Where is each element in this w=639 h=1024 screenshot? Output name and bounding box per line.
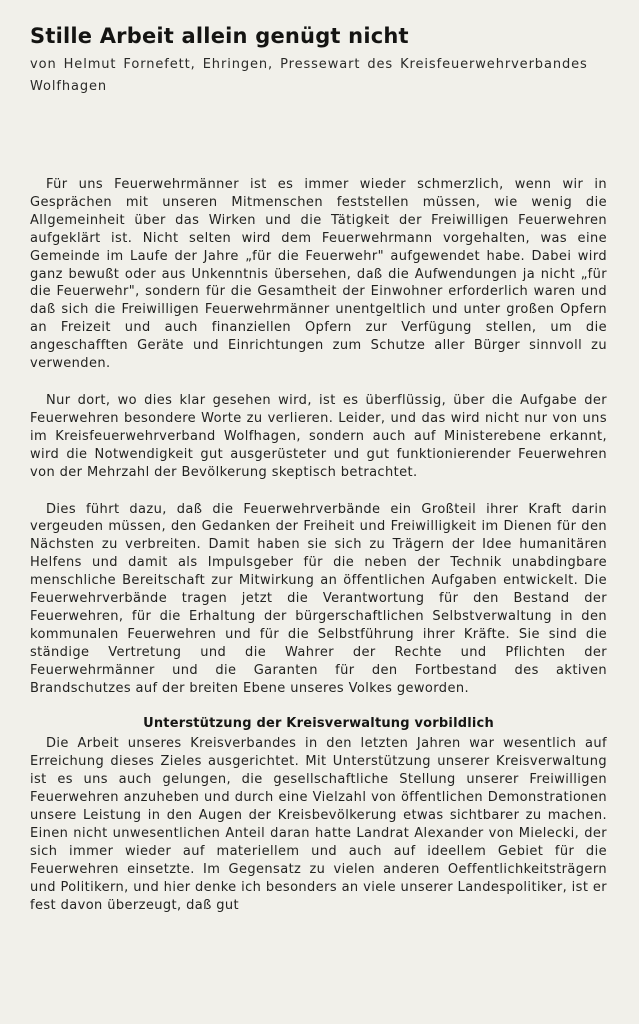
paragraph: Nur dort, wo dies klar gesehen wird, ist es überflüssig, über die Aufgabe der Feuerwehren besondere Worte zu verlieren. Leider, und das wird nicht nur von uns im Kreisfeuerwehrverband Wolfhagen, sondern auch auf Ministerebene erkannt, wird die Notwendigkeit gut ausgerüsteter und gut funktionierender Feuerwehren von der Mehrzahl der Bevölkerung skeptisch betrachtet. (30, 392, 607, 480)
paragraph: Für uns Feuerwehrmänner ist es immer wieder schmerzlich, wenn wir in Gesprächen mit unseren Mitmenschen feststellen müssen, wie wenig die Allgemeinheit über das Wirken und die Tätigkeit der Freiwilligen Feuerwehren aufgeklärt ist. Nicht selten wird dem Feuerwehrmann vorgehalten, was eine Gemeinde im Laufe der Jahre „für die Feuerwehr" aufgewendet habe. Dabei wird ganz bewußt oder aus Unkenntnis übersehen, daß die Aufwendungen ja nicht „für die Feuerwehr", sondern für die Gesamtheit der Einwohner erforderlich waren und daß sich die Freiwilligen Feuerwehrmänner unentgeltlich und unter großen Opfern an Freizeit und auch finanziellen Opfern zur Verfügung stellen, um die angeschafften Geräte und Einrichtungen zum Schutze aller Bürger sinnvoll zu verwenden. (30, 177, 607, 372)
article-title: Stille Arbeit allein genügt nicht (30, 24, 409, 48)
paragraph: Dies führt dazu, daß die Feuerwehrverbände ein Großteil ihrer Kraft darin vergeuden müssen, den Gedanken der Freiheit und Freiwilligkeit im Dienen für den Nächsten zu verbreiten. Damit haben sie sich zu Trägern der Idee humanitären Helfens und damit als Impulsgeber für die neben der Technik unabdingbare menschliche Bereitschaft zur Mitwirkung an öffentlichen Aufgaben entwickelt. Die Feuerwehrverbände tragen jetzt die Verantwortung für den Bestand der Feuerwehren, für die Erhaltung der bürgerschaftlichen Selbstverwaltung in den kommunalen Feuerwehren und für die Selbstführung ihrer Kräfte. Sie sind die ständige Vertretung und die Wahrer der Rechte und Pflichten der Feuerwehrmänner und die Garanten für den Fortbestand des aktiven Brandschutzes auf der breiten Ebene unseres Volkes geworden. (30, 501, 607, 696)
paragraph: Die Arbeit unseres Kreisverbandes in den letzten Jahren war wesentlich auf Erreichung dieses Zieles ausgerichtet. Mit Unterstützung unserer Kreisverwaltung ist es uns auch gelungen, die gesellschaftliche Stellung unserer Freiwilligen Feuerwehren anzuheben und durch eine Vielzahl von öffentlichen Demonstrationen unsere Leistung in den Augen der Kreisbevölkerung etwas sichtbarer zu machen. Einen nicht unwesentlichen Anteil daran hatte Landrat Alexander von Mielecki, der sich immer wieder auf materiellem und auch auf ideellem Gebiet für die Feuerwehren einsetzte. Im Gegensatz zu vielen anderen Oeffentlichkeitsträgern und Politikern, und hier denke ich besonders an viele unserer Landespolitiker, ist er fest davon überzeugt, daß gut (30, 736, 607, 913)
article-body (30, 176, 607, 915)
section-heading: Unterstützung der Kreisverwaltung vorbildlich (143, 716, 494, 732)
article-byline: von Helmut Fornefett, Ehringen, Pressewart des Kreisfeuerwehrverbandes Wolfhagen (30, 57, 588, 94)
